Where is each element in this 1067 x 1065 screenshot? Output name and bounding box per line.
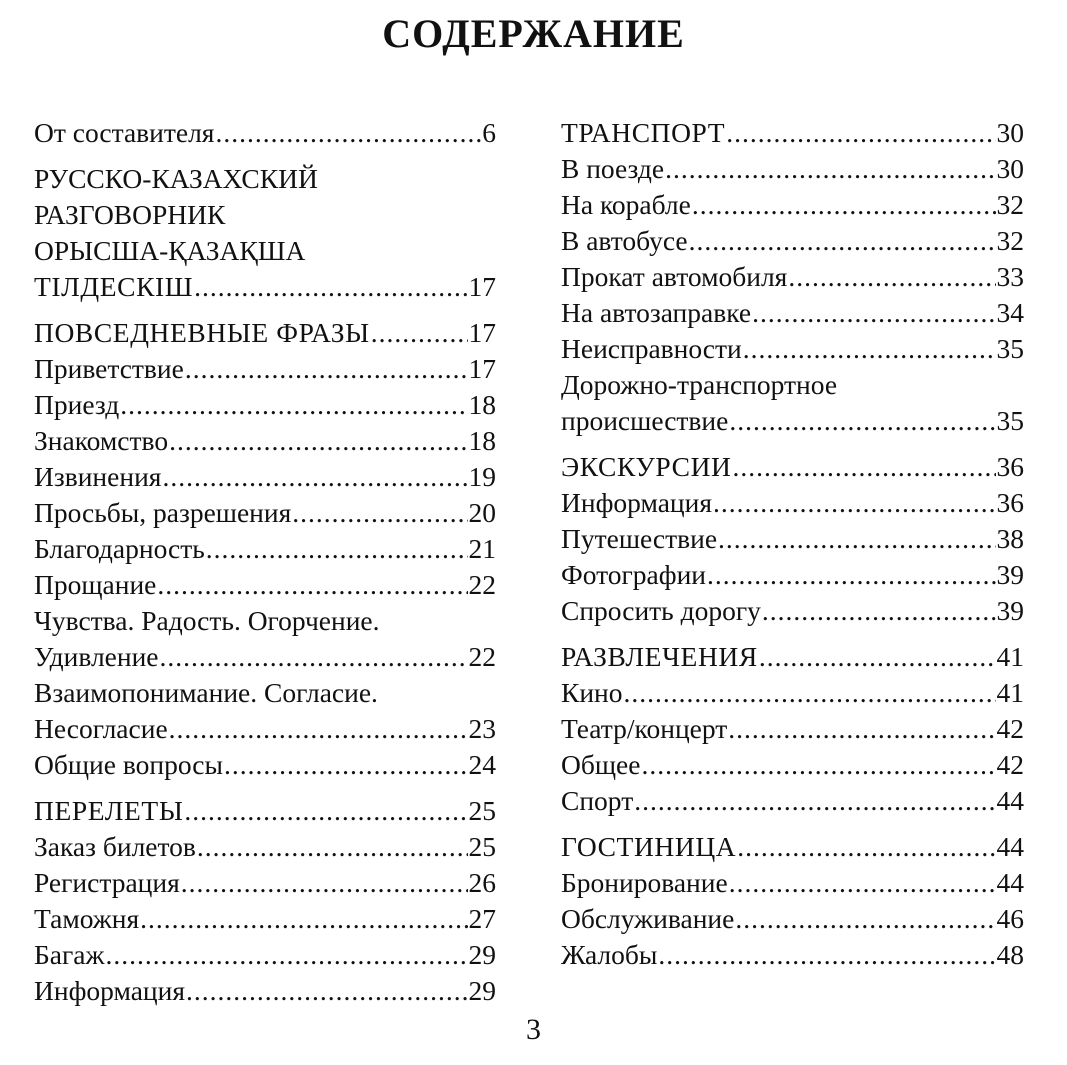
- toc-leader: [718, 521, 995, 557]
- toc-entry-title: Прощание: [34, 569, 157, 600]
- toc-page-number: 34: [996, 297, 1024, 328]
- toc-entry[interactable]: [34, 495, 496, 531]
- toc-entry-title: Регистрация: [34, 867, 180, 898]
- toc-leader: [759, 639, 996, 675]
- toc-leader: [169, 711, 468, 747]
- toc-leader: [186, 973, 468, 1009]
- toc-leader: [726, 115, 995, 151]
- toc-page-number: 44: [996, 867, 1024, 898]
- toc-entry[interactable]: [561, 295, 1024, 331]
- toc-entry-title: ЭКСКУРСИИ: [561, 451, 732, 482]
- toc-page-number: 33: [996, 261, 1024, 292]
- toc-entry-title: Извинения: [34, 461, 162, 492]
- toc-entry[interactable]: [34, 829, 496, 865]
- toc-entry-title: Путешествие: [561, 523, 718, 554]
- toc-entry[interactable]: [561, 747, 1024, 783]
- toc-leader: [634, 783, 995, 819]
- toc-leader: [728, 711, 995, 747]
- toc-entry[interactable]: [561, 331, 1024, 367]
- toc-entry[interactable]: [34, 675, 496, 747]
- toc-page-number: 39: [996, 595, 1024, 626]
- page-number: 3: [526, 1013, 541, 1046]
- toc-entry-title: Неисправности: [561, 333, 742, 364]
- toc-leader: [194, 269, 467, 305]
- toc-page-number: 27: [468, 903, 496, 934]
- toc-entry-title: Общие вопросы: [34, 749, 223, 780]
- toc-entry[interactable]: [561, 865, 1024, 901]
- toc-leader: [169, 423, 467, 459]
- toc-leader: [692, 187, 996, 223]
- toc-entry-title: Спросить дорогу: [561, 595, 761, 626]
- toc-page-number: 41: [996, 677, 1024, 708]
- toc-leader: [197, 829, 468, 865]
- toc-leader: [733, 449, 996, 485]
- toc-leader: [641, 747, 995, 783]
- toc-entry-line: Дорожно-транспортное: [561, 369, 838, 400]
- toc-entry[interactable]: [34, 459, 496, 495]
- toc-page-number: 42: [996, 713, 1024, 744]
- toc-leader: [206, 531, 468, 567]
- toc-leader: [224, 747, 468, 783]
- toc-entry-title: ГОСТИНИЦА: [561, 831, 737, 862]
- toc-entry[interactable]: [34, 937, 496, 973]
- toc-right-column: [561, 115, 1024, 973]
- toc-entry-title: Бронирование: [561, 867, 728, 898]
- toc-entry[interactable]: [34, 567, 496, 603]
- toc-page-number: 41: [996, 641, 1024, 672]
- toc-page-number: 20: [468, 497, 496, 528]
- toc-leader: [140, 901, 467, 937]
- toc-entry-title: Общее: [561, 749, 641, 780]
- toc-leader: [762, 593, 996, 629]
- toc-page-number: 30: [996, 117, 1024, 148]
- toc-entry[interactable]: [34, 747, 496, 783]
- toc-entry-title: ТРАНСПОРТ: [561, 117, 726, 148]
- toc-entry[interactable]: [34, 973, 496, 1009]
- toc-entry[interactable]: [34, 901, 496, 937]
- toc-leader: [215, 115, 481, 151]
- toc-entry-title: Таможня: [34, 903, 140, 934]
- toc-entry[interactable]: [34, 387, 496, 423]
- toc-section-entry[interactable]: [561, 115, 1024, 151]
- toc-entry[interactable]: [561, 711, 1024, 747]
- toc-leader: [181, 865, 468, 901]
- toc-page-number: 17: [468, 271, 496, 302]
- toc-entry-title: Приветствие: [34, 353, 184, 384]
- toc-left-column: [34, 115, 496, 1009]
- toc-leader: [120, 387, 467, 423]
- toc-leader: [752, 295, 995, 331]
- toc-section-entry[interactable]: [561, 829, 1024, 865]
- toc-entry-title: Жалобы: [561, 939, 658, 970]
- toc-page-number: 22: [468, 641, 496, 672]
- toc-page-number: 25: [468, 795, 496, 826]
- toc-leader: [743, 331, 996, 367]
- toc-entry-title: Удивление: [34, 641, 159, 672]
- toc-entry-title: происшествие: [561, 405, 729, 436]
- page-title: СОДЕРЖАНИЕ: [382, 11, 685, 56]
- toc-entry[interactable]: [561, 223, 1024, 259]
- toc-entry-line: Взаимопонимание. Согласие.: [34, 677, 378, 708]
- toc-leader: [665, 151, 995, 187]
- toc-entry-title: РАЗВЛЕЧЕНИЯ: [561, 641, 758, 672]
- toc-entry-title: На автозаправке: [561, 297, 752, 328]
- toc-entry-title: ПЕРЕЛЕТЫ: [34, 795, 184, 826]
- toc-page-number: 39: [996, 559, 1024, 590]
- toc-entry-title: В поезде: [561, 153, 665, 184]
- toc-leader: [292, 495, 467, 531]
- toc-leader: [105, 937, 467, 973]
- toc-page-number: 19: [468, 461, 496, 492]
- toc-leader: [160, 639, 468, 675]
- toc-leader: [157, 567, 467, 603]
- toc-entry-title: От составителя: [34, 117, 215, 148]
- toc-leader: [624, 675, 996, 711]
- toc-page-number: 44: [996, 831, 1024, 862]
- toc-entry-line: Чувства. Радость. Огорчение.: [34, 605, 380, 636]
- toc-entry[interactable]: [34, 531, 496, 567]
- toc-page-number: 32: [996, 225, 1024, 256]
- toc-entry-title: Багаж: [34, 939, 105, 970]
- toc-page-number: 6: [482, 117, 496, 148]
- toc-page-number: 38: [996, 523, 1024, 554]
- toc-entry-title: Заказ билетов: [34, 831, 196, 862]
- toc-leader: [689, 223, 996, 259]
- toc-entry[interactable]: [34, 351, 496, 387]
- toc-entry[interactable]: [561, 675, 1024, 711]
- toc-page-number: 35: [996, 333, 1024, 364]
- toc-page-number: 32: [996, 189, 1024, 220]
- toc-entry-line: РАЗГОВОРНИК: [34, 199, 226, 230]
- toc-entry[interactable]: [34, 423, 496, 459]
- toc-leader: [185, 351, 468, 387]
- toc-entry[interactable]: [561, 593, 1024, 629]
- toc-entry-title: В автобусе: [561, 225, 688, 256]
- toc-entry[interactable]: [561, 187, 1024, 223]
- toc-page-number: 44: [996, 785, 1024, 816]
- toc-entry-title: Приезд: [34, 389, 120, 420]
- toc-section-entry[interactable]: [34, 793, 496, 829]
- toc-leader: [707, 557, 995, 593]
- toc-entry[interactable]: [561, 485, 1024, 521]
- toc-page-number: 36: [996, 487, 1024, 518]
- toc-leader: [162, 459, 467, 495]
- toc-page-number: 48: [996, 939, 1024, 970]
- toc-page-number: 46: [996, 903, 1024, 934]
- toc-page-number: 22: [468, 569, 496, 600]
- toc-leader: [737, 829, 995, 865]
- toc-page-number: 29: [468, 975, 496, 1006]
- toc-page-number: 17: [468, 317, 496, 348]
- toc-entry[interactable]: [34, 603, 496, 675]
- toc-leader: [184, 793, 467, 829]
- toc-entry-title: На корабле: [561, 189, 691, 220]
- toc-page-number: 42: [996, 749, 1024, 780]
- toc-entry-title: ТІЛДЕСКІШ: [34, 271, 194, 302]
- toc-page-number: 18: [468, 425, 496, 456]
- toc-entry[interactable]: [34, 115, 496, 151]
- toc-page-number: 17: [468, 353, 496, 384]
- toc-entry-title: Информация: [561, 487, 712, 518]
- toc-entry-title: ПОВСЕДНЕВНЫЕ ФРАЗЫ: [34, 317, 370, 348]
- toc-entry-line: ОРЫСША-ҚАЗАҚША: [34, 235, 306, 266]
- toc-page-number: 35: [996, 405, 1024, 436]
- toc-section-entry[interactable]: [34, 161, 496, 305]
- toc-entry-title: Знакомство: [34, 425, 169, 456]
- toc-section-entry[interactable]: [561, 639, 1024, 675]
- toc-leader: [729, 865, 996, 901]
- toc-entry[interactable]: [561, 557, 1024, 593]
- toc-entry[interactable]: [561, 783, 1024, 819]
- toc-entry[interactable]: [561, 937, 1024, 973]
- toc-entry-title: Фотографии: [561, 559, 707, 590]
- toc-entry[interactable]: [561, 901, 1024, 937]
- toc-page-number: 29: [468, 939, 496, 970]
- toc-leader: [371, 315, 468, 351]
- toc-leader: [788, 259, 995, 295]
- toc-entry[interactable]: [561, 151, 1024, 187]
- toc-entry[interactable]: [561, 521, 1024, 557]
- toc-page-number: 21: [468, 533, 496, 564]
- toc-leader: [729, 403, 995, 439]
- toc-entry[interactable]: [34, 865, 496, 901]
- toc-leader: [713, 485, 996, 521]
- toc-entry-title: Информация: [34, 975, 185, 1006]
- toc-leader: [658, 937, 995, 973]
- toc-page-number: 18: [468, 389, 496, 420]
- toc-entry-title: Кино: [561, 677, 623, 708]
- toc-page-number: 23: [468, 713, 496, 744]
- toc-page-number: 24: [468, 749, 496, 780]
- toc-entry-line: РУССКО-КАЗАХСКИЙ: [34, 163, 318, 194]
- toc-entry-title: Просьбы, разрешения: [34, 497, 292, 528]
- toc-entry-title: Обслуживание: [561, 903, 735, 934]
- toc-leader: [735, 901, 995, 937]
- toc-page-number: 26: [468, 867, 496, 898]
- toc-entry[interactable]: [561, 367, 1024, 439]
- toc-section-entry[interactable]: [561, 449, 1024, 485]
- toc-entry-title: Несогласие: [34, 713, 168, 744]
- toc-page-number: 25: [468, 831, 496, 862]
- toc-entry-title: Спорт: [561, 785, 634, 816]
- toc-entry[interactable]: [561, 259, 1024, 295]
- toc-page-number: 30: [996, 153, 1024, 184]
- toc-section-entry[interactable]: [34, 315, 496, 351]
- toc-entry-title: Прокат автомобиля: [561, 261, 788, 292]
- toc-page-number: 36: [996, 451, 1024, 482]
- toc-entry-title: Театр/концерт: [561, 713, 728, 744]
- toc-entry-title: Благодарность: [34, 533, 205, 564]
